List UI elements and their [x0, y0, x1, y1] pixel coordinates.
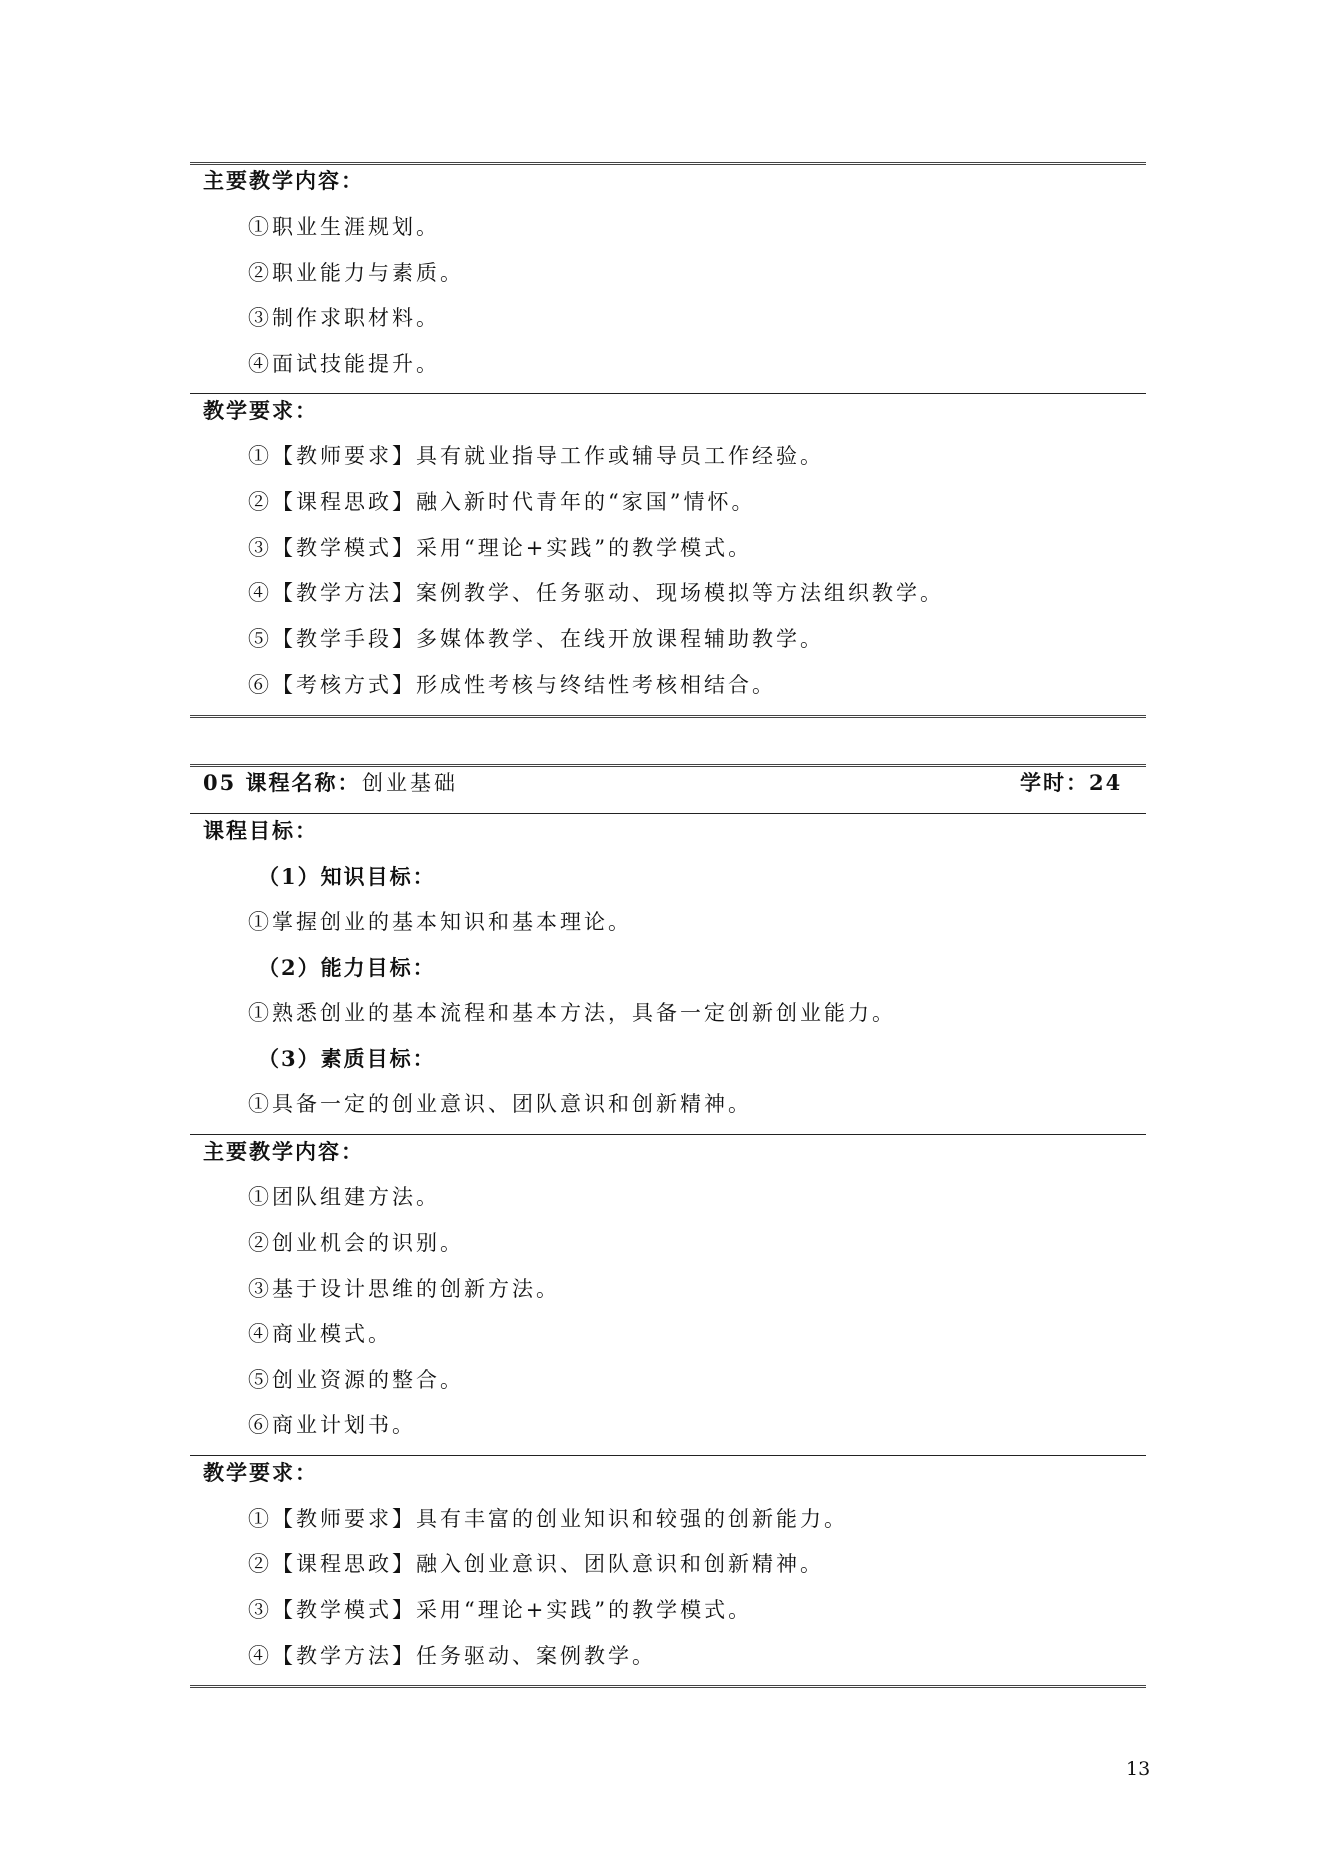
list-item: ⑥【考核方式】形成性考核与终结性考核相结合。 — [248, 673, 776, 697]
list-item: ④【教学方法】任务驱动、案例教学。 — [248, 1644, 656, 1668]
list-item: ③制作求职材料。 — [248, 306, 440, 330]
list-item: ①具备一定的创业意识、团队意识和创新精神。 — [248, 1092, 752, 1116]
page-number: 13 — [1126, 1758, 1151, 1780]
list-item: ⑤创业资源的整合。 — [248, 1368, 464, 1392]
quality-heading: （3）素质目标： — [258, 1046, 436, 1071]
list-item: ④【教学方法】案例教学、任务驱动、现场模拟等方法组织教学。 — [248, 581, 944, 605]
divider — [190, 1455, 1146, 1456]
list-item: ④商业模式。 — [248, 1322, 392, 1346]
top-border — [190, 764, 1146, 767]
top-border — [190, 162, 1146, 165]
content-heading: 主要教学内容： — [203, 168, 364, 193]
list-item: ①熟悉创业的基本流程和基本方法，具备一定创新创业能力。 — [248, 1001, 896, 1025]
list-item: ⑥商业计划书。 — [248, 1413, 416, 1437]
list-item: ①【教师要求】具有丰富的创业知识和较强的创新能力。 — [248, 1507, 848, 1531]
list-item: ④面试技能提升。 — [248, 352, 440, 376]
list-item: ②【课程思政】融入新时代青年的“家国”情怀。 — [248, 490, 756, 514]
knowledge-heading: （1）知识目标： — [258, 864, 436, 889]
req-heading: 教学要求： — [203, 1460, 318, 1485]
ability-heading: （2）能力目标： — [258, 955, 436, 980]
list-item: ②职业能力与素质。 — [248, 261, 464, 285]
req-heading: 教学要求： — [203, 398, 318, 423]
content-heading: 主要教学内容： — [203, 1139, 364, 1164]
list-item: ③【教学模式】采用“理论+实践”的教学模式。 — [248, 536, 753, 560]
list-item: ①【教师要求】具有就业指导工作或辅导员工作经验。 — [248, 444, 824, 468]
bottom-border — [190, 1685, 1146, 1688]
goal-heading: 课程目标： — [203, 818, 318, 843]
list-item: ②【课程思政】融入创业意识、团队意识和创新精神。 — [248, 1552, 824, 1576]
course-name-label: 05 课程名称： — [203, 770, 361, 795]
divider — [190, 393, 1146, 394]
list-item: ⑤【教学手段】多媒体教学、在线开放课程辅助教学。 — [248, 627, 824, 651]
list-item: ①团队组建方法。 — [248, 1185, 440, 1209]
list-item: ①职业生涯规划。 — [248, 215, 440, 239]
divider — [190, 1134, 1146, 1135]
divider — [190, 813, 1146, 814]
list-item: ③基于设计思维的创新方法。 — [248, 1277, 560, 1301]
course-name: 创业基础 — [362, 771, 458, 795]
bottom-border — [190, 715, 1146, 718]
list-item: ③【教学模式】采用“理论+实践”的教学模式。 — [248, 1598, 753, 1622]
list-item: ①掌握创业的基本知识和基本理论。 — [248, 910, 632, 934]
list-item: ②创业机会的识别。 — [248, 1231, 464, 1255]
course-hours: 学时：24 — [1020, 770, 1123, 795]
